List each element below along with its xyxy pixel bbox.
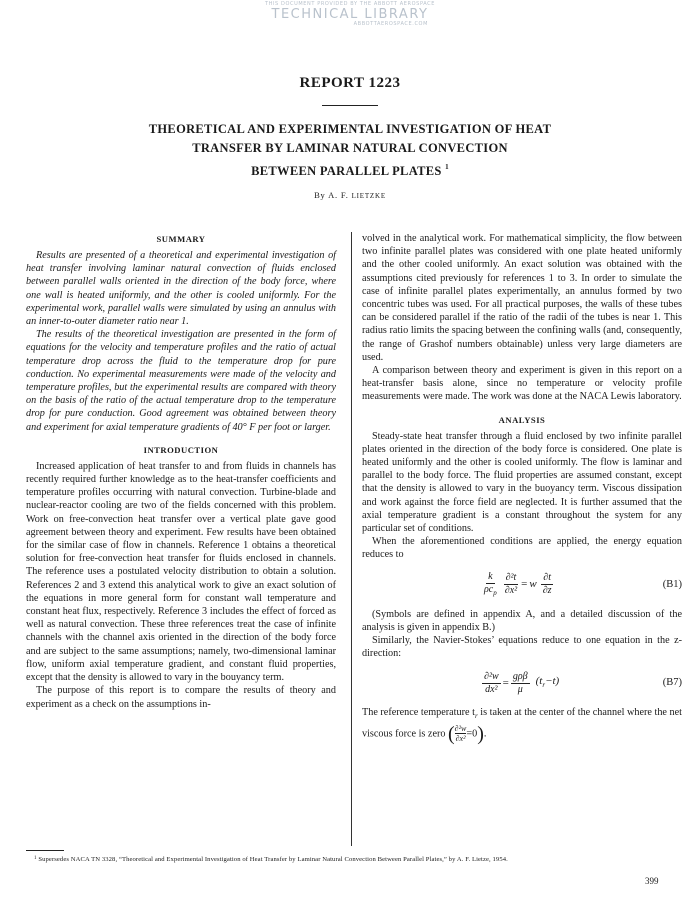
fraction-denominator: dx²: [485, 683, 498, 695]
temperature-difference: [536, 675, 560, 692]
left-column: [26, 233, 336, 711]
report-number: REPORT 1223: [299, 75, 401, 91]
introduction-heading: INTRODUCTION: [143, 444, 219, 455]
reference-temperature-paragraph: The reference temperature $t_r$ is taken at the center of the channel where the net viscous force is zero ( $\frac{\text{∂²w}}{\text{∂x²}}$ =0).: [362, 707, 682, 745]
title-footnote-mark: 1: [445, 163, 449, 171]
tail-open: (t: [535, 674, 543, 687]
tail-close: −t): [545, 674, 560, 687]
summary-heading: SUMMARY: [156, 234, 206, 244]
second-derivative-fraction: [503, 572, 519, 597]
close-paren: ): [477, 722, 484, 745]
symbols-note: (Symbols are defined in appendix A, and a detailed discussion of the analysis is given in appendix B.): [362, 608, 682, 633]
fraction-denominator: ∂x²: [504, 585, 518, 597]
footnote: [34, 856, 694, 863]
introduction-continued-paragraph-1: volved in the analytical work. For mathematical simplicity, the flow between two infinite parallel plates was considered with one plate heated uniformly and the other cooled uniformly. An exact solution was obtained with the assumptions cited previously for references 1 to 3. In order to simulate the case of infinite parallel plates experimentally, an annulus formed by two concentric tubes was used. For all practical purposes, the walls of these tubes can be considered parallel if the ratio of the radii of the tubes is near 1. This radius ratio limits the spacing between the confining walls (and, consequently, the range of Grashof numbers obtainable) unless very large diameters are used.: [362, 233, 682, 363]
analysis-paragraph-1: Steady-state heat transfer through a fluid enclosed by two infinite parallel plates oriented in the direction of the body force is considered. One plate is heated uniformly and the other is cooled uniformly. The flow is laminar and parallel to the body force. The fluid properties are assumed constant, except that the density is allowed to vary in the buoyancy term. Viscous dissipation and work against the force field are neglected. It is further assumed that the axial temperature gradient is a constant throughout the system for any particular set of conditions.: [362, 430, 682, 535]
summary-paragraph-2: The results of the theoretical investigation are presented in the form of equations for the velocity and temperature profiles and the ratio of actual temperature drop across the fluid to the temperature drop for pure conduction. No experimental measurements were made of the velocity and temperature profiles, but the experimental results are compared with theory on the basis of the ratio of the actual temperature drop to the temperature drop for pure conduction. Good agreement was obtained between theory and experiment for axial temperature gradients of 40° F per foot or larger.: [26, 329, 336, 433]
right-column: [362, 232, 682, 744]
equals-sign: =: [521, 578, 528, 591]
title-line-2: TRANSFER BY LAMINAR NATURAL CONVECTION: [192, 141, 508, 155]
paper-title: [0, 120, 700, 181]
velocity-symbol: w: [529, 578, 537, 591]
equation-b1-body: [480, 568, 556, 602]
buoyancy-fraction: [511, 671, 530, 696]
footnote-text: Supersedes NACA TN 3328, “Theoretical and Experimental Investigation of Heat Transfer by Laminar Natural Convection Between Parallel Plates,” by A. F. Lietze, 1954.: [38, 856, 508, 863]
author-prefix: By: [314, 190, 326, 200]
equation-b7-body: [480, 666, 559, 700]
subscript: r: [542, 680, 546, 689]
fraction-numerator: k: [488, 570, 493, 582]
summary-body: [26, 249, 336, 434]
fraction-numerator: ∂²t: [505, 572, 517, 584]
watermark-provider-text: THIS DOCUMENT PROVIDED BY THE ABBOTT AEROSPACE: [264, 1, 436, 7]
fraction-denominator: ∂x²: [455, 734, 466, 744]
watermark-url: ABBOTTAEROSPACE.COM: [353, 21, 428, 27]
title-line-3-text: BETWEEN PARALLEL PLATES: [251, 164, 442, 178]
title-line-1: THEORETICAL AND EXPERIMENTAL INVESTIGATION OF HEAT: [148, 122, 552, 136]
denominator-text: ρc: [484, 583, 494, 595]
subscript: r: [474, 712, 478, 721]
footnote-divider: [26, 850, 64, 851]
fraction-denominator: [482, 584, 499, 599]
fraction-numerator: ∂²w: [484, 670, 499, 682]
navier-stokes-intro: Similarly, the Navier-Stokes’ equations reduce to one equation in the z-direction:: [362, 635, 682, 660]
zero-condition-equals: =0: [466, 728, 478, 740]
reference-text-part-1: The reference temperature t: [362, 707, 475, 719]
fraction-numerator: ∂²w: [454, 724, 467, 734]
fraction-denominator: μ: [517, 683, 523, 695]
introduction-paragraph-2: The purpose of this report is to compare the results of theory and experiment as a check on the assumptions in-: [26, 685, 336, 710]
summary-paragraph-1: Results are presented of a theoretical and experimental investigation of heat transfer involving laminar natural convection of fluids enclosed between parallel walls oriented in the direction of the body force, where one wall is heated uniformly, and the other is cooled uniformly. For the experimental work, parallel walls were simulated by using an annulus with an inner-to-outer diameter ratio near 1.: [26, 250, 336, 328]
fraction-numerator: gρβ: [512, 670, 528, 682]
equation-b7: [362, 666, 682, 700]
analysis-heading: ANALYSIS: [498, 414, 546, 425]
library-watermark: [250, 2, 450, 27]
equals-sign: =: [502, 676, 509, 689]
footnote-mark: 1: [34, 856, 37, 861]
author-initials: A. F.: [328, 190, 349, 200]
axial-gradient-fraction: [541, 572, 554, 597]
equation-label-b1: (B1): [662, 578, 682, 590]
equation-b1: [362, 568, 682, 602]
title-divider: [322, 105, 378, 106]
fraction-denominator: ∂z: [542, 585, 552, 597]
page-number: 399: [645, 876, 659, 886]
velocity-second-derivative-fraction: [482, 671, 501, 696]
conductivity-fraction: [482, 571, 499, 599]
title-line-3: [0, 158, 700, 181]
analysis-paragraph-2: When the aforementioned conditions are applied, the energy equation reduces to: [362, 536, 682, 561]
watermark-title: TECHNICAL LIBRARY: [271, 7, 429, 22]
open-paren: (: [448, 722, 455, 745]
equation-label-b7: (B7): [662, 677, 682, 689]
column-divider: [351, 232, 352, 846]
author-surname: LIETZKE: [351, 192, 386, 200]
reference-text-part-2: is taken at the center of the channel where the net viscous force is zero: [362, 707, 682, 740]
introduction-continued-paragraph-2: A comparison between theory and experiment is given in this report on a heat-transfer basis alone, since no temperature or velocity profile measurements were made. The work was done at the NACA Lewis laboratory.: [362, 365, 682, 403]
introduction-paragraph-1: Increased application of heat transfer to and from fluids in channels has recently required further knowledge as to the heat-transfer coefficients and temperature profiles occurring with natural convection. Turbine-blade and nuclear-reactor cooling are two of the fields concerned with this problem. Work on free-convection heat transfer over a vertical plate gave good agreement between theory and experiment. Few results have been obtained for the similar case of flow in channels. Reference 1 obtains a theoretical solution for free-convection heat transfer for fluids enclosed in channels. The reference uses a postulated velocity distribution to obtain a solution. References 2 and 3 extend this analytical work to give an exact solution of the equations in more general form for constant wall temperature and constant heat flux, respectively. Reference 3 includes the effect of forced as well as natural convection. These three references treat the case of infinite channels with the channel axis oriented in the direction of the body force and are subject to the same assumptions; namely, two-dimensional laminar flow, uniform axial temperature gradient, and constant fluid properties, except that the density is allowed to vary in the bouyancy term.: [26, 460, 336, 684]
fraction-numerator: ∂t: [543, 572, 551, 584]
author-line: [0, 190, 700, 200]
subscript: p: [493, 588, 497, 597]
zero-condition-fraction: [455, 724, 467, 743]
